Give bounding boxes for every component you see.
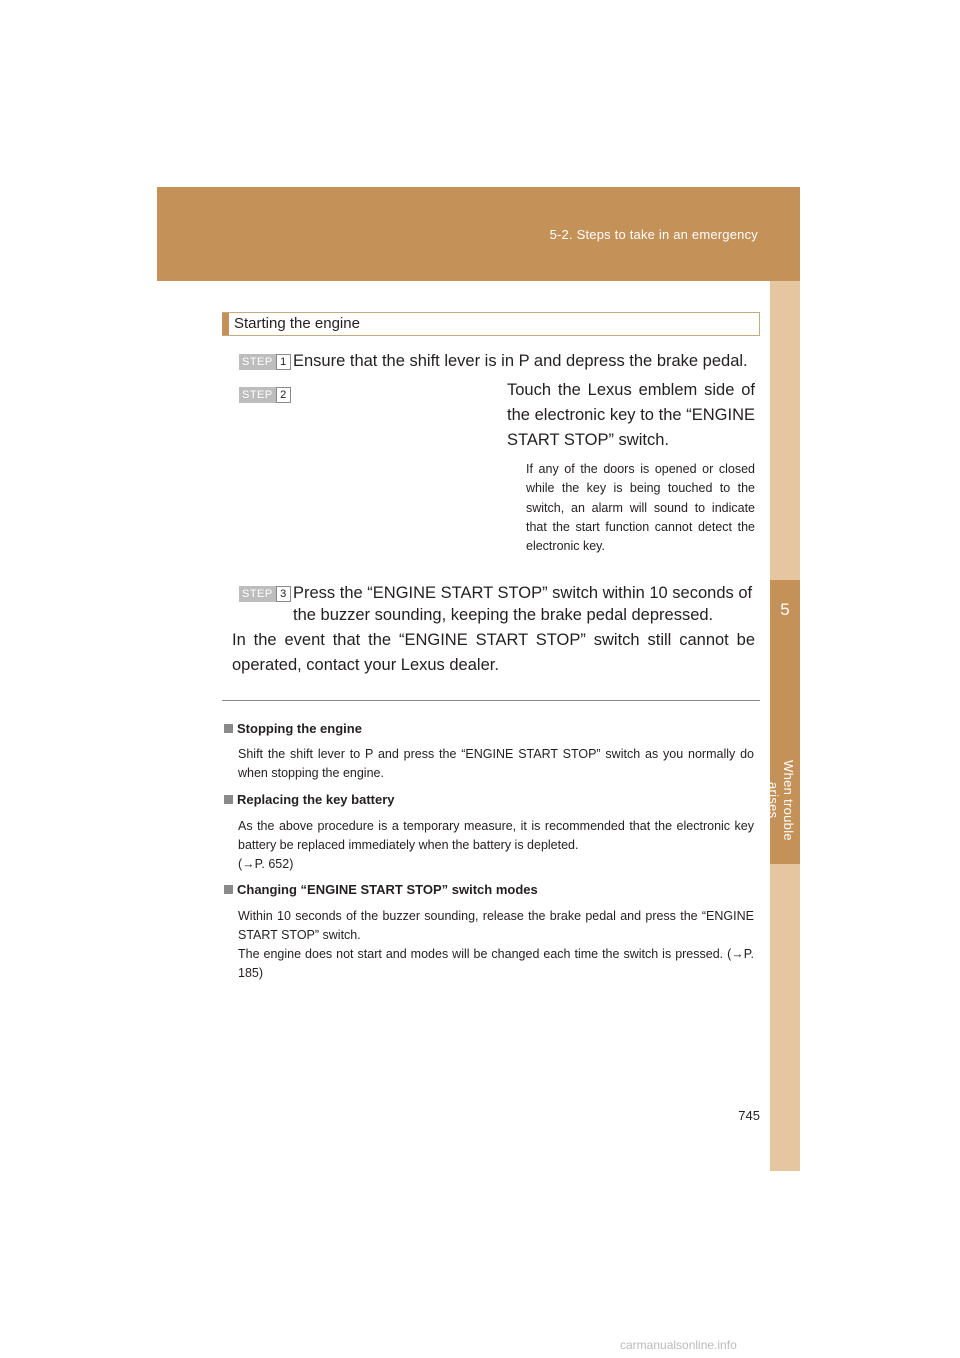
square-bullet-icon — [224, 885, 233, 894]
step-3-text-line1: Press the “ENGINE START STOP” switch within 10 seconds of — [293, 584, 753, 602]
note-heading-battery: Replacing the key battery — [224, 792, 395, 807]
section-title: 5-2. Steps to take in an emergency — [549, 227, 758, 242]
step-1-text: Ensure that the shift lever is in P and depress the brake pedal. — [293, 352, 748, 370]
step-2-text: Touch the Lexus emblem side of the electronic key to the “ENGINE START STOP” switch. — [507, 381, 755, 449]
chapter-number: 5 — [780, 600, 790, 619]
step-badge-2 — [239, 387, 291, 403]
step-number: 1 — [276, 354, 291, 370]
note-body-modes-2: The engine does not start and modes will be changed each time the switch is pressed. (→P. 185) — [238, 947, 754, 980]
step-label: STEP — [239, 354, 276, 370]
closing-paragraph: In the event that the “ENGINE START STOP” switch still cannot be operated, contact your Lexus dealer. — [232, 631, 755, 674]
subheading-bar — [222, 312, 760, 336]
note-heading-modes: Changing “ENGINE START STOP” switch modes — [224, 882, 538, 897]
note-body-stopping: Shift the shift lever to P and press the “ENGINE START STOP” switch as you normally do when stopping the engine. — [238, 747, 754, 780]
page-number: 745 — [738, 1108, 760, 1123]
header-band — [157, 187, 800, 281]
step-label: STEP — [239, 586, 276, 602]
note-heading-stopping: Stopping the engine — [224, 721, 362, 736]
chapter-label: When trouble arises — [766, 759, 796, 841]
step-number: 3 — [276, 586, 291, 602]
note-body-battery: As the above procedure is a temporary measure, it is recommended that the electronic key battery be replaced immediately when the battery is depleted. — [238, 819, 754, 852]
step-badge-1 — [239, 354, 291, 370]
chapter-tab[interactable] — [766, 580, 800, 864]
subheading-accent — [222, 313, 229, 335]
step-number: 2 — [276, 387, 291, 403]
step-2-note: If any of the doors is opened or closed while the key is being touched to the switch, an alarm will sound to indicate that the start function cannot detect the electronic key. — [526, 462, 755, 554]
section-divider — [222, 700, 760, 701]
watermark: carmanualsonline.info — [620, 1338, 737, 1352]
square-bullet-icon — [224, 724, 233, 733]
subheading-title: Starting the engine — [234, 315, 360, 332]
square-bullet-icon — [224, 795, 233, 804]
step-label: STEP — [239, 387, 276, 403]
step-badge-3 — [239, 586, 291, 602]
step-3-text-line2: the buzzer sounding, keeping the brake pedal depressed. — [293, 606, 714, 624]
note-body-modes: Within 10 seconds of the buzzer sounding, release the brake pedal and press the “ENGINE START STOP” switch. — [238, 909, 754, 942]
note-ref-battery[interactable]: (→P. 652) — [238, 857, 294, 871]
